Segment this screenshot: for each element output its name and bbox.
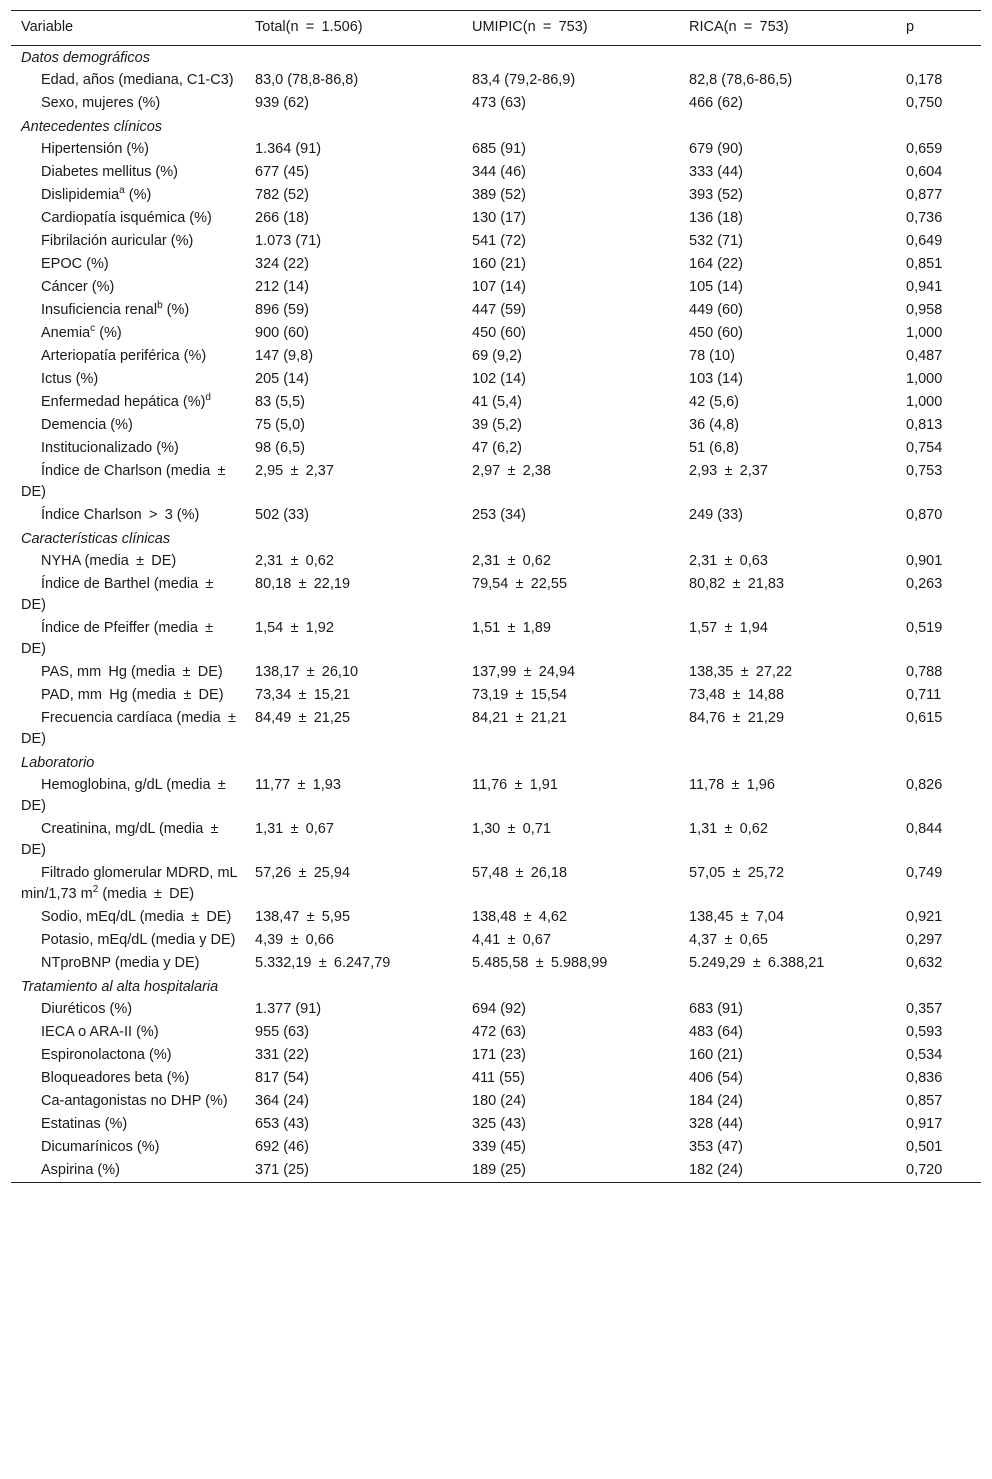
cell-p-value: 0,519	[906, 620, 943, 636]
cell-rica: 105 (14)	[689, 279, 744, 295]
cell-variable	[11, 322, 245, 345]
variable-label: Diuréticos (%)	[41, 1001, 133, 1017]
cell-rica: 333 (44)	[689, 164, 744, 180]
cell-total: 371 (25)	[255, 1162, 310, 1178]
cell-variable	[11, 1044, 245, 1067]
cell-rica: 138,45 ± 7,04	[689, 909, 785, 925]
cell-rica: 249 (33)	[689, 507, 744, 523]
section-row	[11, 115, 981, 138]
cell-p-value: 0,357	[906, 1001, 943, 1017]
variable-label: NYHA (media ± DE)	[41, 553, 177, 569]
cell-rica: 679 (90)	[689, 141, 744, 157]
cell-total: 1.364 (91)	[255, 141, 322, 157]
cell-p-value: 0,604	[906, 164, 943, 180]
cell-variable	[11, 707, 245, 751]
table-row	[11, 368, 981, 391]
cell-variable	[11, 1159, 245, 1183]
table-row	[11, 1067, 981, 1090]
cell-total: 955 (63)	[255, 1024, 310, 1040]
table-header	[11, 11, 981, 46]
table-row	[11, 906, 981, 929]
variable-label: Cáncer (%)	[41, 279, 115, 295]
cell-variable	[11, 230, 245, 253]
cell-rica: 160 (21)	[689, 1047, 744, 1063]
cell-rica: 11,78 ± 1,96	[689, 777, 775, 793]
cell-rica: 136 (18)	[689, 210, 744, 226]
cell-total: 677 (45)	[255, 164, 310, 180]
cell-umipic: 57,48 ± 26,18	[472, 865, 568, 881]
variable-label: Enfermedad hepática (%)	[41, 394, 206, 410]
cell-rica: 42 (5,6)	[689, 394, 739, 410]
cell-umipic: 171 (23)	[472, 1047, 527, 1063]
cell-umipic: 11,76 ± 1,91	[472, 777, 558, 793]
cell-p-value: 0,534	[906, 1047, 943, 1063]
variable-label-suffix: (media ± DE)	[98, 886, 195, 902]
cell-umipic: 83,4 (79,2-86,9)	[472, 72, 576, 88]
table-row	[11, 998, 981, 1021]
footnote-marker: c	[90, 323, 96, 335]
cell-variable	[11, 345, 245, 368]
cell-variable	[11, 684, 245, 707]
cell-rica: 138,35 ± 27,22	[689, 664, 793, 680]
cell-rica: 164 (22)	[689, 256, 744, 272]
variable-label: PAD, mm Hg (media ± DE)	[41, 687, 224, 703]
cell-total: 73,34 ± 15,21	[255, 687, 351, 703]
cell-rica: 683 (91)	[689, 1001, 744, 1017]
variable-label: IECA o ARA-II (%)	[41, 1024, 159, 1040]
data-table	[11, 10, 981, 1183]
cell-umipic: 2,31 ± 0,62	[472, 553, 551, 569]
cell-p-value: 0,870	[906, 507, 943, 523]
table-row	[11, 69, 981, 92]
cell-p-value: 0,593	[906, 1024, 943, 1040]
cell-total: 266 (18)	[255, 210, 310, 226]
variable-label: Estatinas (%)	[41, 1116, 128, 1132]
variable-label: Potasio, mEq/dL (media y DE)	[41, 932, 236, 948]
table-row	[11, 952, 981, 975]
cell-total: 205 (14)	[255, 371, 310, 387]
variable-label: Edad, años (mediana, C1-C3)	[41, 72, 234, 88]
table-row	[11, 774, 981, 818]
variable-label: Sexo, mujeres (%)	[41, 95, 161, 111]
cell-variable	[11, 368, 245, 391]
cell-variable	[11, 253, 245, 276]
table-row	[11, 684, 981, 707]
cell-p-value: 0,753	[906, 463, 943, 479]
cell-variable	[11, 952, 245, 975]
cell-total: 653 (43)	[255, 1116, 310, 1132]
cell-rica: 182 (24)	[689, 1162, 744, 1178]
variable-label-suffix: (%)	[162, 302, 190, 318]
cell-variable	[11, 929, 245, 952]
cell-variable	[11, 414, 245, 437]
cell-umipic: 102 (14)	[472, 371, 527, 387]
cell-rica: 353 (47)	[689, 1139, 744, 1155]
variable-label: Arteriopatía periférica (%)	[41, 348, 207, 364]
cell-variable	[11, 1021, 245, 1044]
cell-total: 5.332,19 ± 6.247,79	[255, 955, 391, 971]
cell-p-value: 0,711	[906, 687, 942, 703]
cell-p-value: 0,632	[906, 955, 943, 971]
cell-p-value: 1,000	[906, 371, 943, 387]
table-row	[11, 573, 981, 617]
cell-rica: 4,37 ± 0,65	[689, 932, 768, 948]
variable-label: Diabetes mellitus (%)	[41, 164, 178, 180]
cell-p-value: 0,788	[906, 664, 943, 680]
cell-p-value: 0,857	[906, 1093, 943, 1109]
cell-total: 939 (62)	[255, 95, 310, 111]
cell-total: 98 (6,5)	[255, 440, 305, 456]
cell-total: 2,31 ± 0,62	[255, 553, 334, 569]
cell-p-value: 0,877	[906, 187, 943, 203]
cell-p-value: 0,921	[906, 909, 943, 925]
header-rica: RICA(n = 753)	[689, 19, 789, 35]
table-row	[11, 207, 981, 230]
cell-variable	[11, 774, 245, 818]
cell-p-value: 0,754	[906, 440, 943, 456]
cell-umipic: 138,48 ± 4,62	[472, 909, 568, 925]
cell-total: 1,31 ± 0,67	[255, 821, 334, 837]
cell-umipic: 694 (92)	[472, 1001, 527, 1017]
cell-umipic: 411 (55)	[472, 1070, 525, 1086]
variable-label: Sodio, mEq/dL (media ± DE)	[41, 909, 232, 925]
variable-label: Demencia (%)	[41, 417, 133, 433]
cell-total: 83 (5,5)	[255, 394, 305, 410]
cell-umipic: 137,99 ± 24,94	[472, 664, 576, 680]
cell-total: 2,95 ± 2,37	[255, 463, 334, 479]
cell-rica: 532 (71)	[689, 233, 744, 249]
footnote-marker: b	[157, 300, 163, 312]
cell-umipic: 47 (6,2)	[472, 440, 522, 456]
cell-umipic: 473 (63)	[472, 95, 527, 111]
section-title: Antecedentes clínicos	[21, 119, 163, 135]
table-row	[11, 1113, 981, 1136]
cell-variable	[11, 437, 245, 460]
variable-label: Dicumarínicos (%)	[41, 1139, 160, 1155]
cell-total: 331 (22)	[255, 1047, 310, 1063]
cell-total: 138,17 ± 26,10	[255, 664, 359, 680]
table-body	[11, 46, 981, 1183]
cell-umipic: 107 (14)	[472, 279, 527, 295]
cell-variable	[11, 207, 245, 230]
table-row	[11, 504, 981, 527]
cell-umipic: 472 (63)	[472, 1024, 527, 1040]
cell-rica: 450 (60)	[689, 325, 744, 341]
variable-label: Ca-antagonistas no DHP (%)	[41, 1093, 228, 1109]
variable-label: Índice de Pfeiffer (media ± DE)	[21, 620, 221, 657]
cell-umipic: 130 (17)	[472, 210, 527, 226]
cell-total: 364 (24)	[255, 1093, 310, 1109]
cell-variable	[11, 906, 245, 929]
header-p: p	[906, 19, 915, 35]
cell-total: 502 (33)	[255, 507, 310, 523]
variable-label: Bloqueadores beta (%)	[41, 1070, 190, 1086]
table-row	[11, 1090, 981, 1113]
cell-p-value: 0,958	[906, 302, 943, 318]
cell-variable	[11, 661, 245, 684]
cell-total: 11,77 ± 1,93	[255, 777, 341, 793]
cell-total: 57,26 ± 25,94	[255, 865, 351, 881]
variable-label: Fibrilación auricular (%)	[41, 233, 194, 249]
variable-label: Índice de Barthel (media ± DE)	[21, 576, 221, 613]
cell-variable	[11, 1090, 245, 1113]
cell-variable	[11, 1067, 245, 1090]
cell-p-value: 0,178	[906, 72, 943, 88]
header-total: Total(n = 1.506)	[255, 19, 363, 35]
table-row	[11, 253, 981, 276]
cell-rica: 328 (44)	[689, 1116, 744, 1132]
variable-label: Aspirina (%)	[41, 1162, 120, 1178]
table-row	[11, 1021, 981, 1044]
cell-umipic: 5.485,58 ± 5.988,99	[472, 955, 608, 971]
cell-umipic: 1,30 ± 0,71	[472, 821, 551, 837]
cell-variable	[11, 161, 245, 184]
cell-variable	[11, 1136, 245, 1159]
cell-variable	[11, 299, 245, 322]
cell-total: 1,54 ± 1,92	[255, 620, 334, 636]
cell-total: 83,0 (78,8-86,8)	[255, 72, 359, 88]
cell-rica: 2,93 ± 2,37	[689, 463, 768, 479]
variable-label: Cardiopatía isquémica (%)	[41, 210, 212, 226]
variable-label: Dislipidemia	[41, 187, 120, 203]
cell-umipic: 2,97 ± 2,38	[472, 463, 551, 479]
variable-label: Hipertensión (%)	[41, 141, 149, 157]
cell-rica: 466 (62)	[689, 95, 744, 111]
table-row	[11, 391, 981, 414]
table-row	[11, 184, 981, 207]
variable-label: Institucionalizado (%)	[41, 440, 179, 456]
variable-label: Índice de Charlson (media ± DE)	[21, 463, 233, 500]
cell-p-value: 0,720	[906, 1162, 943, 1178]
cell-total: 692 (46)	[255, 1139, 310, 1155]
table-row	[11, 138, 981, 161]
cell-variable	[11, 617, 245, 661]
table-row	[11, 414, 981, 437]
variable-label: Hemoglobina, g/dL (media ± DE)	[21, 777, 233, 814]
cell-total: 782 (52)	[255, 187, 310, 203]
cell-total: 817 (54)	[255, 1070, 310, 1086]
variable-label: Anemia	[41, 325, 91, 341]
cell-rica: 184 (24)	[689, 1093, 744, 1109]
table-row	[11, 929, 981, 952]
header-variable: Variable	[21, 19, 74, 35]
table-row	[11, 92, 981, 115]
table-row	[11, 299, 981, 322]
cell-rica: 80,82 ± 21,83	[689, 576, 785, 592]
cell-rica: 2,31 ± 0,63	[689, 553, 768, 569]
table-row	[11, 1136, 981, 1159]
cell-rica: 449 (60)	[689, 302, 744, 318]
cell-variable	[11, 276, 245, 299]
cell-umipic: 389 (52)	[472, 187, 527, 203]
cell-umipic: 344 (46)	[472, 164, 527, 180]
table-container	[11, 10, 981, 1183]
cell-rica: 36 (4,8)	[689, 417, 739, 433]
cell-total: 1.377 (91)	[255, 1001, 322, 1017]
cell-p-value: 0,851	[906, 256, 943, 272]
cell-umipic: 84,21 ± 21,21	[472, 710, 568, 726]
cell-total: 1.073 (71)	[255, 233, 322, 249]
cell-variable	[11, 460, 245, 504]
cell-p-value: 0,917	[906, 1116, 943, 1132]
cell-umipic: 41 (5,4)	[472, 394, 522, 410]
table-row	[11, 617, 981, 661]
cell-variable	[11, 504, 245, 527]
cell-variable	[11, 1113, 245, 1136]
cell-umipic: 160 (21)	[472, 256, 527, 272]
header-umipic: UMIPIC(n = 753)	[472, 19, 588, 35]
cell-p-value: 0,749	[906, 865, 943, 881]
cell-p-value: 0,263	[906, 576, 943, 592]
cell-p-value: 0,941	[906, 279, 943, 295]
cell-p-value: 0,736	[906, 210, 943, 226]
cell-rica: 51 (6,8)	[689, 440, 739, 456]
variable-label: PAS, mm Hg (media ± DE)	[41, 664, 223, 680]
cell-total: 75 (5,0)	[255, 417, 305, 433]
cell-rica: 483 (64)	[689, 1024, 744, 1040]
table-row	[11, 707, 981, 751]
cell-umipic: 39 (5,2)	[472, 417, 522, 433]
table-row	[11, 1044, 981, 1067]
header-row	[11, 11, 981, 46]
cell-umipic: 1,51 ± 1,89	[472, 620, 551, 636]
cell-total: 4,39 ± 0,66	[255, 932, 334, 948]
cell-total: 900 (60)	[255, 325, 310, 341]
cell-total: 84,49 ± 21,25	[255, 710, 351, 726]
cell-variable	[11, 138, 245, 161]
cell-umipic: 69 (9,2)	[472, 348, 522, 364]
cell-umipic: 189 (25)	[472, 1162, 527, 1178]
cell-p-value: 0,649	[906, 233, 943, 249]
cell-umipic: 541 (72)	[472, 233, 527, 249]
table-row	[11, 345, 981, 368]
table-row	[11, 230, 981, 253]
cell-p-value: 0,297	[906, 932, 943, 948]
variable-label: Insuficiencia renal	[41, 302, 158, 318]
section-row	[11, 46, 981, 70]
cell-rica: 78 (10)	[689, 348, 735, 364]
cell-p-value: 0,501	[906, 1139, 943, 1155]
variable-label-suffix: (%)	[95, 325, 122, 341]
cell-rica: 84,76 ± 21,29	[689, 710, 785, 726]
cell-p-value: 0,750	[906, 95, 943, 111]
cell-umipic: 339 (45)	[472, 1139, 527, 1155]
cell-variable	[11, 862, 245, 906]
cell-p-value: 0,487	[906, 348, 943, 364]
table-row	[11, 322, 981, 345]
cell-rica: 1,31 ± 0,62	[689, 821, 768, 837]
variable-label: EPOC (%)	[41, 256, 109, 272]
table-row	[11, 818, 981, 862]
table-row	[11, 1159, 981, 1183]
cell-p-value: 0,813	[906, 417, 943, 433]
cell-rica: 406 (54)	[689, 1070, 744, 1086]
variable-label-suffix: (%)	[124, 187, 152, 203]
cell-p-value: 0,901	[906, 553, 943, 569]
variable-label: Ictus (%)	[41, 371, 99, 387]
cell-p-value: 1,000	[906, 394, 943, 410]
cell-umipic: 79,54 ± 22,55	[472, 576, 568, 592]
section-row	[11, 751, 981, 774]
section-title: Tratamiento al alta hospitalaria	[21, 979, 219, 995]
cell-umipic: 450 (60)	[472, 325, 527, 341]
table-row	[11, 862, 981, 906]
table-row	[11, 460, 981, 504]
section-title: Características clínicas	[21, 531, 171, 547]
section-row	[11, 975, 981, 998]
cell-p-value: 0,844	[906, 821, 943, 837]
cell-p-value: 0,615	[906, 710, 943, 726]
variable-label: Filtrado glomerular MDRD, mL min/1,73 m	[21, 865, 238, 902]
table-row	[11, 437, 981, 460]
table-row	[11, 276, 981, 299]
cell-total: 138,47 ± 5,95	[255, 909, 351, 925]
variable-label: NTproBNP (media y DE)	[41, 955, 200, 971]
cell-total: 896 (59)	[255, 302, 310, 318]
cell-umipic: 73,19 ± 15,54	[472, 687, 568, 703]
cell-total: 324 (22)	[255, 256, 310, 272]
cell-variable	[11, 550, 245, 573]
variable-label: Espironolactona (%)	[41, 1047, 172, 1063]
cell-rica: 103 (14)	[689, 371, 744, 387]
cell-rica: 5.249,29 ± 6.388,21	[689, 955, 825, 971]
cell-variable	[11, 998, 245, 1021]
cell-rica: 393 (52)	[689, 187, 744, 203]
table-row	[11, 661, 981, 684]
section-row	[11, 527, 981, 550]
variable-label: Índice Charlson > 3 (%)	[41, 507, 200, 523]
table-row	[11, 161, 981, 184]
cell-umipic: 325 (43)	[472, 1116, 527, 1132]
cell-variable	[11, 391, 245, 414]
cell-variable	[11, 184, 245, 207]
cell-rica: 82,8 (78,6-86,5)	[689, 72, 793, 88]
cell-umipic: 253 (34)	[472, 507, 527, 523]
cell-rica: 73,48 ± 14,88	[689, 687, 785, 703]
cell-total: 212 (14)	[255, 279, 310, 295]
cell-p-value: 0,836	[906, 1070, 943, 1086]
cell-p-value: 1,000	[906, 325, 943, 341]
cell-p-value: 0,659	[906, 141, 943, 157]
section-title: Datos demográficos	[21, 50, 150, 66]
cell-rica: 57,05 ± 25,72	[689, 865, 785, 881]
cell-umipic: 685 (91)	[472, 141, 527, 157]
cell-variable	[11, 69, 245, 92]
cell-variable	[11, 818, 245, 862]
cell-umipic: 4,41 ± 0,67	[472, 932, 551, 948]
cell-rica: 1,57 ± 1,94	[689, 620, 768, 636]
variable-label: Creatinina, mg/dL (media ± DE)	[21, 821, 226, 858]
section-title: Laboratorio	[21, 755, 95, 771]
cell-total: 80,18 ± 22,19	[255, 576, 351, 592]
cell-umipic: 180 (24)	[472, 1093, 527, 1109]
footnote-marker: a	[119, 185, 125, 197]
cell-umipic: 447 (59)	[472, 302, 527, 318]
cell-total: 147 (9,8)	[255, 348, 314, 364]
cell-variable	[11, 573, 245, 617]
footnote-marker: 2	[92, 884, 99, 896]
cell-variable	[11, 92, 245, 115]
table-row	[11, 550, 981, 573]
footnote-marker: d	[205, 392, 211, 404]
cell-p-value: 0,826	[906, 777, 943, 793]
variable-label: Frecuencia cardíaca (media ± DE)	[21, 710, 244, 747]
